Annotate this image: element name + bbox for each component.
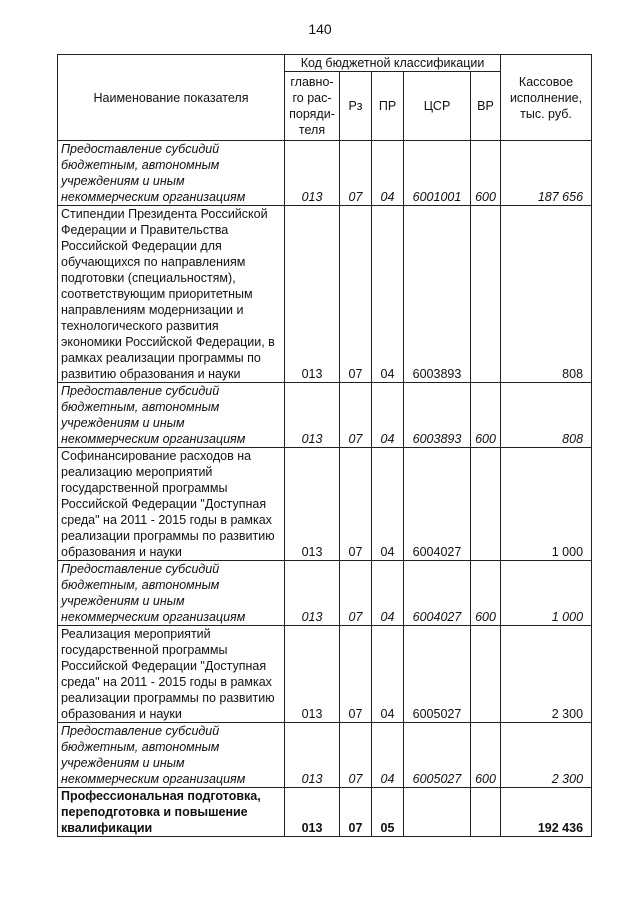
row-rz: 07 <box>340 626 372 723</box>
row-csr: 6003893 <box>404 383 471 448</box>
row-amount: 2 300 <box>501 626 592 723</box>
header-execution: Кассовое исполнение, тыс. руб. <box>501 55 592 141</box>
row-rz: 07 <box>340 383 372 448</box>
row-vr <box>471 788 501 837</box>
row-rz: 07 <box>340 206 372 383</box>
row-pr: 04 <box>372 448 404 561</box>
row-name: Предоставление субсидий бюджетным, автономным учреждениям и иным некоммерческим организациям <box>58 141 285 206</box>
row-rz: 07 <box>340 561 372 626</box>
row-glavn: 013 <box>285 383 340 448</box>
row-amount: 1 000 <box>501 448 592 561</box>
row-glavn: 013 <box>285 206 340 383</box>
row-rz: 07 <box>340 788 372 837</box>
table-row <box>58 723 592 788</box>
row-pr: 04 <box>372 383 404 448</box>
row-glavn: 013 <box>285 788 340 837</box>
row-vr: 600 <box>471 383 501 448</box>
table-row <box>58 141 592 206</box>
row-vr: 600 <box>471 141 501 206</box>
row-name: Предоставление субсидий бюджетным, автономным учреждениям и иным некоммерческим организациям <box>58 723 285 788</box>
row-rz: 07 <box>340 448 372 561</box>
row-glavn: 013 <box>285 448 340 561</box>
row-csr: 6005027 <box>404 626 471 723</box>
table-row <box>58 383 592 448</box>
row-pr: 04 <box>372 206 404 383</box>
page-number: 140 <box>308 21 332 37</box>
row-amount: 187 656 <box>501 141 592 206</box>
row-csr: 6005027 <box>404 723 471 788</box>
header-code-group: Код бюджетной классификации <box>285 55 501 72</box>
row-name: Стипендии Президента Российской Федерации и Правительства Российской Федерации для обучающихся по направлениям подготовки (специальностям), соответствующим приоритетным направлениям модернизации и технологического развития экономики Российской Федерации, в рамках реализации программы по развитию образования и науки <box>58 206 285 383</box>
row-amount: 808 <box>501 383 592 448</box>
row-glavn: 013 <box>285 723 340 788</box>
row-pr: 04 <box>372 141 404 206</box>
header-pr: ПР <box>372 72 404 141</box>
row-pr: 05 <box>372 788 404 837</box>
row-vr: 600 <box>471 723 501 788</box>
row-vr: 600 <box>471 561 501 626</box>
row-glavn: 013 <box>285 141 340 206</box>
row-rz: 07 <box>340 141 372 206</box>
budget-table <box>57 54 592 837</box>
row-rz: 07 <box>340 723 372 788</box>
table-row <box>58 448 592 561</box>
row-glavn: 013 <box>285 626 340 723</box>
row-amount: 192 436 <box>501 788 592 837</box>
row-csr: 6004027 <box>404 561 471 626</box>
row-name: Софинансирование расходов на реализацию мероприятий государственной программы Российской Федерации "Доступная среда" на 2011 - 2015 годы в рамках реализации программы по развитию образования и науки <box>58 448 285 561</box>
row-pr: 04 <box>372 561 404 626</box>
row-name: Предоставление субсидий бюджетным, автономным учреждениям и иным некоммерческим организациям <box>58 383 285 448</box>
row-glavn: 013 <box>285 561 340 626</box>
row-vr <box>471 626 501 723</box>
row-csr: 6004027 <box>404 448 471 561</box>
row-name: Предоставление субсидий бюджетным, автономным учреждениям и иным некоммерческим организациям <box>58 561 285 626</box>
header-name: Наименование показателя <box>58 55 285 141</box>
row-amount: 808 <box>501 206 592 383</box>
table-row <box>58 788 592 837</box>
row-vr <box>471 448 501 561</box>
row-pr: 04 <box>372 626 404 723</box>
row-pr: 04 <box>372 723 404 788</box>
table-row <box>58 626 592 723</box>
header-vr: ВР <box>471 72 501 141</box>
header-rz: Рз <box>340 72 372 141</box>
row-csr <box>404 788 471 837</box>
header-glavn: главно- го рас- поряди- теля <box>285 72 340 141</box>
table-row <box>58 561 592 626</box>
row-csr: 6001001 <box>404 141 471 206</box>
row-amount: 1 000 <box>501 561 592 626</box>
row-name: Реализация мероприятий государственной программы Российской Федерации "Доступная среда" на 2011 - 2015 годы в рамках реализации программы по развитию образования и науки <box>58 626 285 723</box>
row-amount: 2 300 <box>501 723 592 788</box>
row-name: Профессиональная подготовка, переподготовка и повышение квалификации <box>58 788 285 837</box>
table-row <box>58 206 592 383</box>
header-csr: ЦСР <box>404 72 471 141</box>
row-vr <box>471 206 501 383</box>
row-csr: 6003893 <box>404 206 471 383</box>
